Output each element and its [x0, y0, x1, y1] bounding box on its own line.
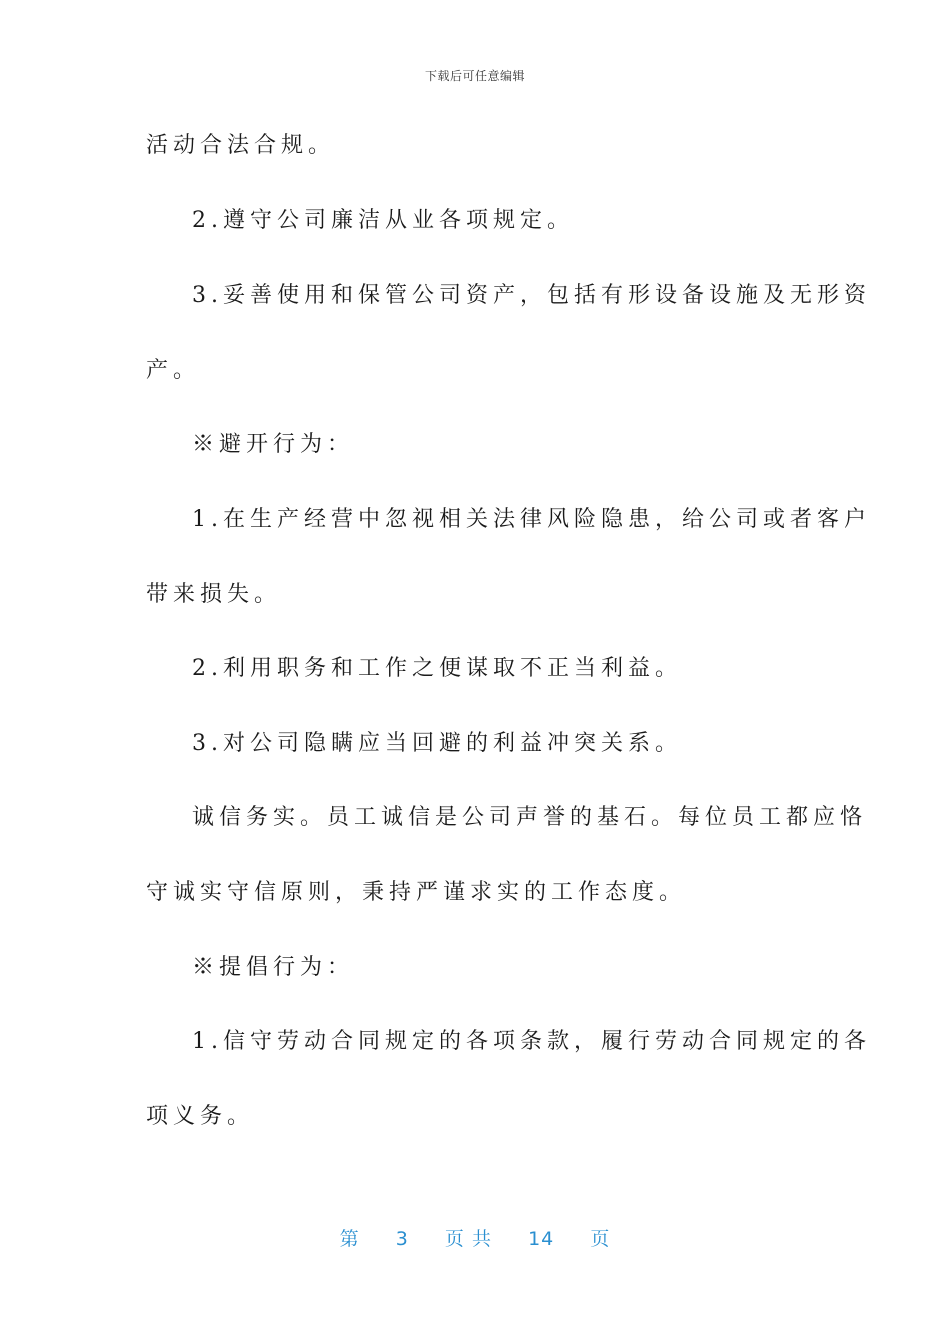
body-line: 项义务。: [146, 1104, 255, 1129]
body-line: 产。: [146, 358, 201, 383]
footer-suffix: 页: [590, 1228, 611, 1250]
body-line: 3.妥善使用和保管公司资产，包括有形设备设施及无形资: [192, 283, 871, 308]
body-line: ※提倡行为：: [192, 955, 355, 980]
body-line: 2.利用职务和工作之便谋取不正当利益。: [192, 656, 682, 681]
body-line: 诚信务实。员工诚信是公司声誉的基石。每位员工都应恪: [192, 805, 868, 830]
header-note: 下载后可任意编辑: [424, 69, 525, 83]
body-line: 1.在生产经营中忽视相关法律风险隐患，给公司或者客户: [192, 507, 871, 532]
body-line: 1.信守劳动合同规定的各项条款，履行劳动合同规定的各: [192, 1029, 871, 1054]
total-pages-number: 14: [528, 1228, 555, 1250]
page-footer: [0, 1224, 950, 1251]
footer-middle: 页 共: [444, 1228, 492, 1250]
body-line: ※避开行为：: [192, 432, 355, 457]
current-page-number: 3: [395, 1228, 409, 1250]
body-line: 守诚实守信原则，秉持严谨求实的工作态度。: [146, 880, 687, 905]
footer-prefix: 第: [339, 1228, 360, 1250]
body-line: 2.遵守公司廉洁从业各项规定。: [192, 208, 574, 233]
body-line: 3.对公司隐瞒应当回避的利益冲突关系。: [192, 731, 682, 756]
body-line: 带来损失。: [146, 582, 282, 607]
body-line: 活动合法合规。: [146, 133, 336, 158]
